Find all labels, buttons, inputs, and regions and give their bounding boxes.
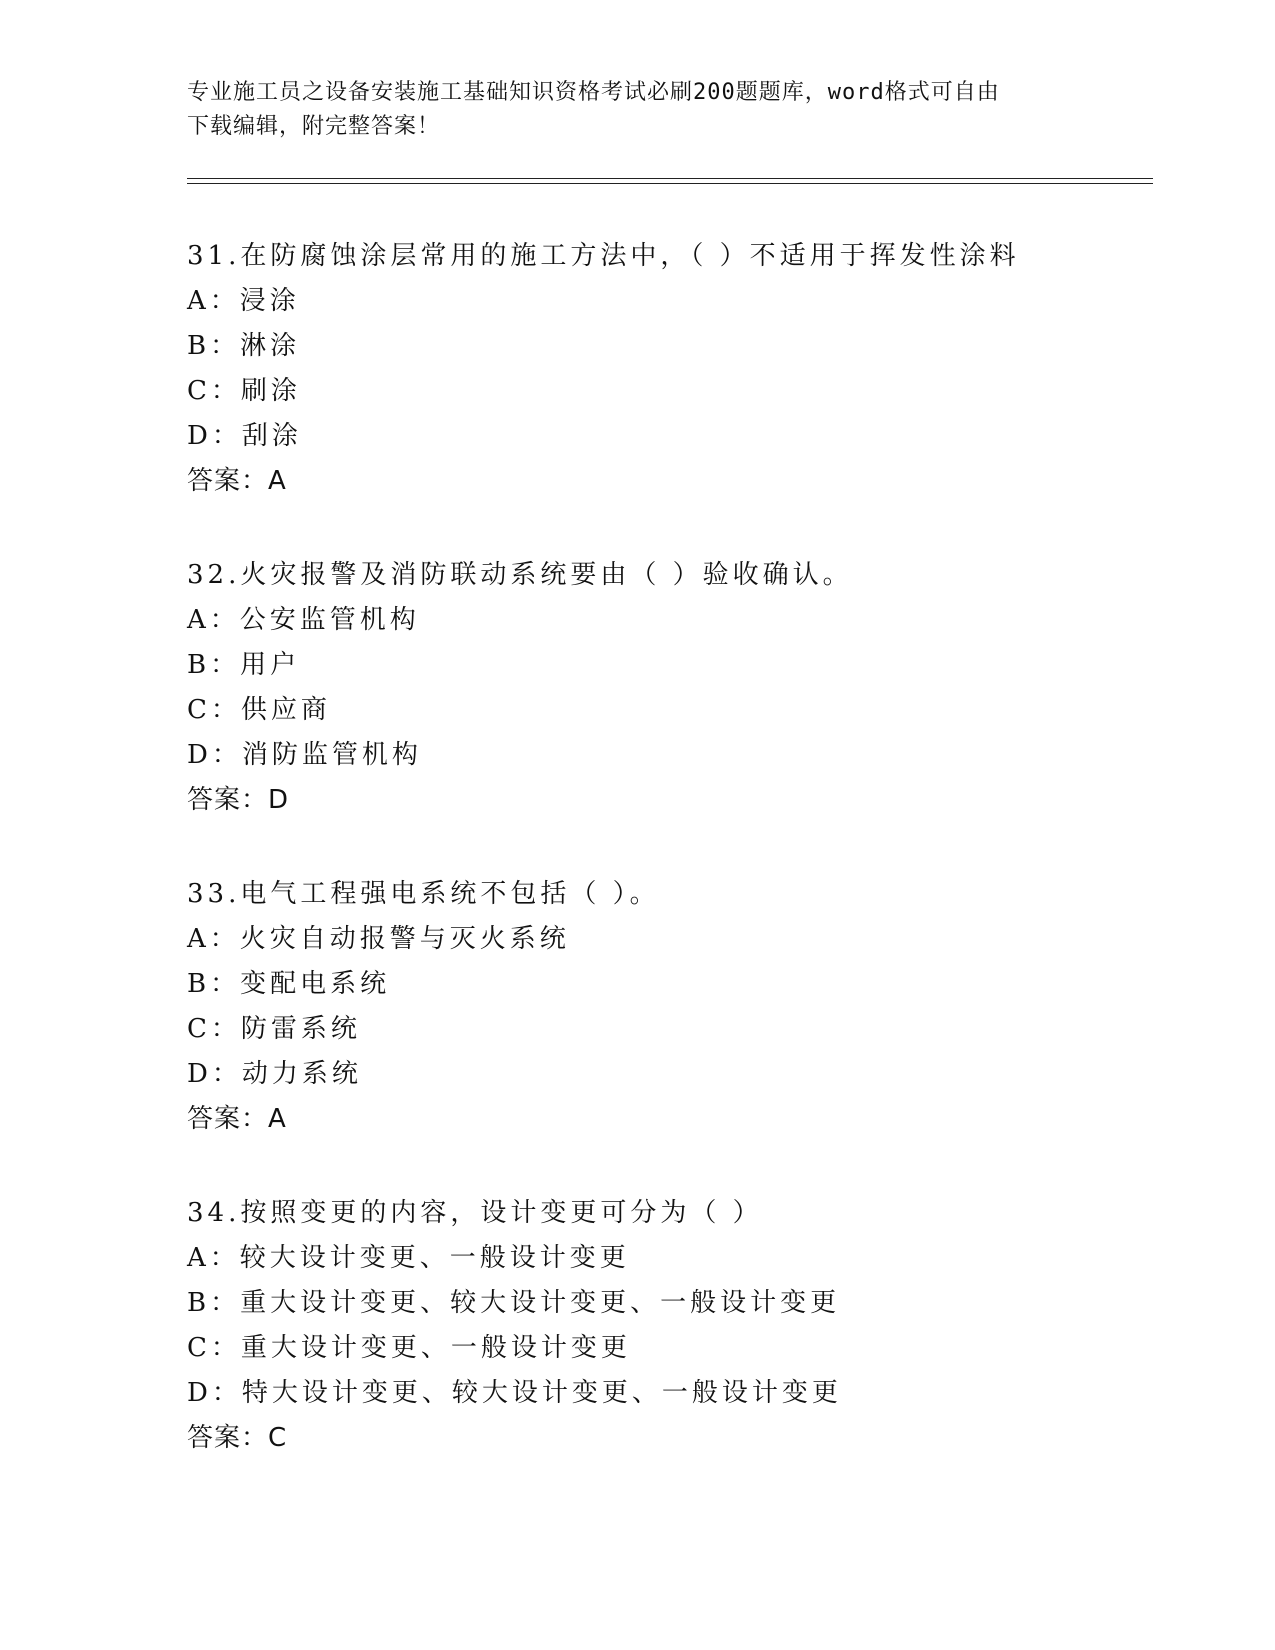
answer: 答案：A (187, 1104, 287, 1134)
answer: 答案：C (187, 1423, 288, 1453)
option-a: A：较大设计变更、一般设计变更 (187, 1243, 630, 1273)
option-a: A：浸涂 (187, 286, 300, 316)
header-line-1: 专业施工员之设备安装施工基础知识资格考试必刷200题题库，word格式可自由 (187, 80, 1000, 105)
question-31 (187, 234, 1147, 504)
question-stem: 31.在防腐蚀涂层常用的施工方法中，（ ）不适用于挥发性涂料 (187, 241, 1020, 271)
option-c: C：供应商 (187, 695, 331, 725)
question-33 (187, 872, 1147, 1142)
option-c: C：刷涂 (187, 376, 301, 406)
option-b: B：用户 (187, 650, 301, 680)
option-a: A：公安监管机构 (187, 605, 420, 635)
option-d: D：动力系统 (187, 1059, 362, 1089)
question-stem: 34.按照变更的内容，设计变更可分为（ ） (187, 1198, 763, 1228)
option-d: D：消防监管机构 (187, 740, 422, 770)
answer: 答案：A (187, 466, 287, 496)
question-stem: 32.火灾报警及消防联动系统要由（ ）验收确认。 (187, 560, 853, 590)
document-header (187, 76, 1087, 144)
header-line-2: 下载编辑，附完整答案！ (187, 114, 441, 139)
question-32 (187, 553, 1147, 823)
option-d: D：刮涂 (187, 421, 302, 451)
option-b: B：淋涂 (187, 331, 301, 361)
option-c: C：重大设计变更、一般设计变更 (187, 1333, 631, 1363)
option-a: A：火灾自动报警与灭火系统 (187, 924, 570, 954)
question-34 (187, 1191, 1147, 1461)
header-divider-top (187, 178, 1153, 179)
answer: 答案：D (187, 785, 290, 815)
option-b: B：变配电系统 (187, 969, 391, 999)
header-divider-bottom (187, 183, 1153, 184)
option-c: C：防雷系统 (187, 1014, 361, 1044)
option-d: D：特大设计变更、较大设计变更、一般设计变更 (187, 1378, 842, 1408)
option-b: B：重大设计变更、较大设计变更、一般设计变更 (187, 1288, 841, 1318)
question-stem: 33.电气工程强电系统不包括（ ）。 (187, 879, 660, 909)
